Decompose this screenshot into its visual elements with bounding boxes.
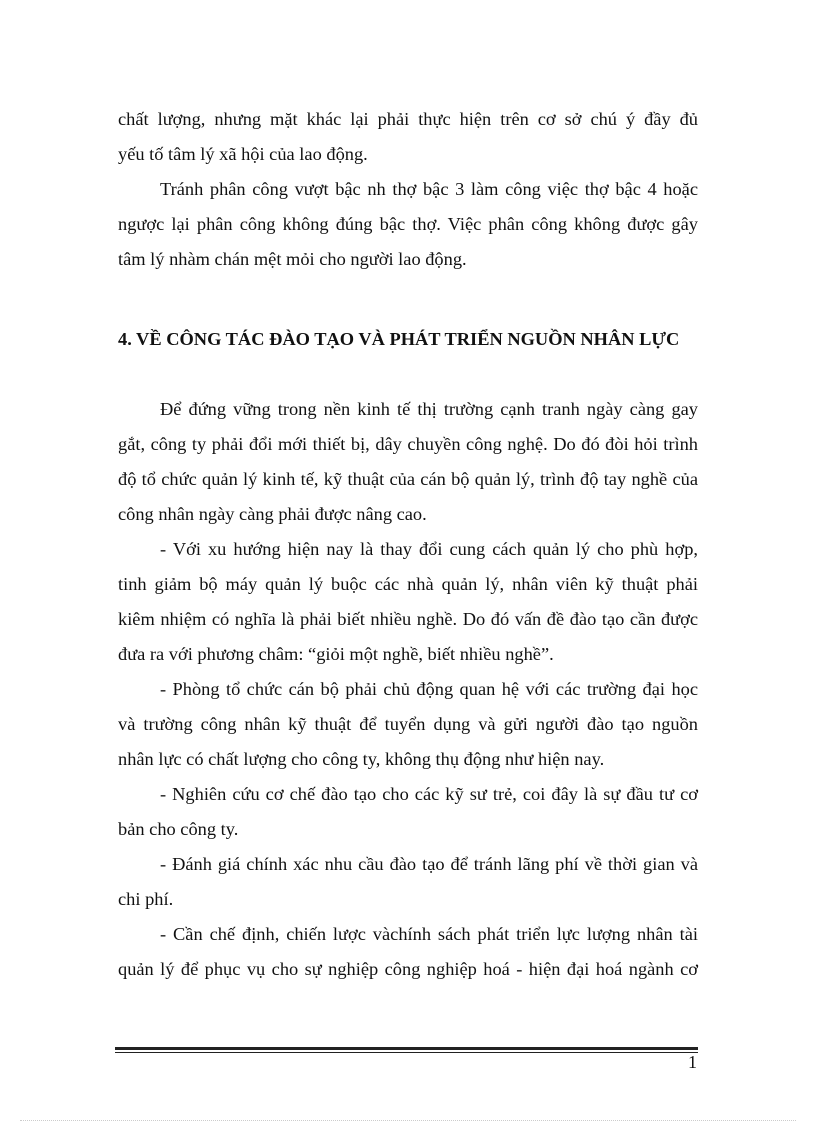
page-number: 1: [688, 1052, 697, 1072]
paragraph: [118, 672, 698, 777]
text-line: và trường công nhân kỹ thuật để tuyển dụng và gửi người đào tạo nguồn: [118, 714, 698, 734]
footer-rule: [115, 1047, 698, 1054]
text-line: tâm lý nhàm chán mệt mỏi cho người lao động.: [118, 249, 467, 269]
footer-rule-thin: [115, 1052, 698, 1053]
text-line: Tránh phân công vượt bậc nh thợ bậc 3 làm công việc thợ bậc 4 hoặc: [160, 179, 698, 199]
text-line: kiêm nhiệm có nghĩa là phải biết nhiều nghề. Do đó vấn đề đào tạo cần được: [118, 609, 698, 629]
text-line: công nhân ngày càng phải được nâng cao.: [118, 504, 427, 524]
text-line: chất lượng, nhưng mặt khác lại phải thực hiện trên cơ sở chú ý đầy đủ: [118, 109, 698, 129]
body-text-top: [118, 102, 698, 277]
section-heading: 4. VỀ CÔNG TÁC ĐÀO TẠO VÀ PHÁT TRIỂN NGUỒN NHÂN LỰC: [118, 329, 680, 349]
text-line: độ tổ chức quản lý kinh tế, kỹ thuật của cán bộ quản lý, trình độ tay nghề của: [118, 469, 698, 489]
text-line: quản lý để phục vụ cho sự nghiệp công nghiệp hoá - hiện đại hoá ngành cơ: [118, 959, 698, 979]
text-line: Để đứng vững trong nền kinh tế thị trường cạnh tranh ngày càng gay: [160, 399, 698, 419]
text-line: bản cho công ty.: [118, 819, 239, 839]
text-line: - Cần chế định, chiến lược vàchính sách phát triển lực lượng nhân tài: [160, 924, 698, 944]
text-line: - Đánh giá chính xác nhu cầu đào tạo để tránh lãng phí về thời gian và: [160, 854, 698, 874]
body-text-bottom: [118, 392, 698, 987]
text-line: yếu tố tâm lý xã hội của lao động.: [118, 144, 368, 164]
text-line: chi phí.: [118, 889, 174, 909]
page-edge-divider: [20, 1120, 796, 1121]
paragraph: [118, 532, 698, 672]
paragraph: [118, 392, 698, 532]
text-line: - Nghiên cứu cơ chế đào tạo cho các kỹ sư trẻ, coi đây là sự đầu tư cơ: [160, 784, 698, 804]
text-line: nhân lực có chất lượng cho công ty, không thụ động như hiện nay.: [118, 749, 605, 769]
paragraph: [118, 847, 698, 917]
text-line: gắt, công ty phải đổi mới thiết bị, dây chuyền công nghệ. Do đó đòi hỏi trình: [118, 434, 698, 454]
text-line: đưa ra với phương châm: “giỏi một nghề, biết nhiều nghề”.: [118, 644, 554, 664]
text-line: ngược lại phân công không đúng bậc thợ. Việc phân công không được gây: [118, 214, 698, 234]
text-line: - Với xu hướng hiện nay là thay đổi cung cách quản lý cho phù hợp,: [160, 539, 698, 559]
text-line: - Phòng tổ chức cán bộ phải chủ động quan hệ với các trường đại học: [160, 679, 698, 699]
paragraph: [118, 917, 698, 987]
paragraph: [118, 777, 698, 847]
paragraph: [118, 172, 698, 277]
footer-rule-thick: [115, 1047, 698, 1050]
paragraph: [118, 102, 698, 172]
text-line: tinh giảm bộ máy quản lý buộc các nhà quản lý, nhân viên kỹ thuật phải: [118, 574, 698, 594]
